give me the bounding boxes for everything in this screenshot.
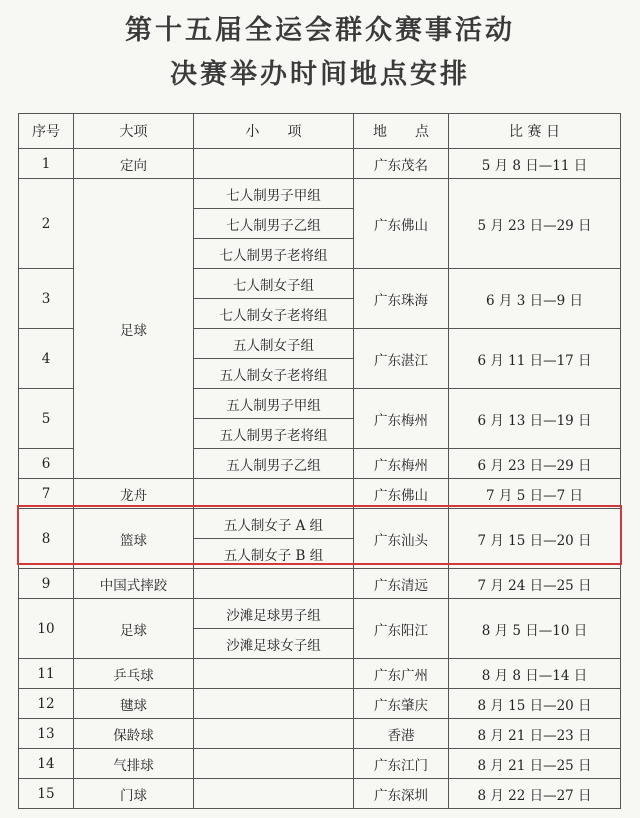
cell-minor: 五人制男子甲组 — [194, 389, 354, 419]
cell-place: 广东茂名 — [354, 149, 449, 179]
cell-place: 广东肇庆 — [354, 689, 449, 719]
cell-minor: 七人制男子乙组 — [194, 209, 354, 239]
cell-date: 7 月 24 日—25 日 — [449, 569, 621, 599]
cell-place: 广东阳江 — [354, 599, 449, 659]
table-row — [19, 659, 621, 689]
cell-minor — [194, 149, 354, 179]
cell-minor — [194, 719, 354, 749]
cell-minor: 五人制男子乙组 — [194, 449, 354, 479]
cell-no: 2 — [19, 179, 74, 269]
cell-minor: 沙滩足球男子组 — [194, 599, 354, 629]
cell-minor — [194, 689, 354, 719]
cell-no: 11 — [19, 659, 74, 689]
cell-major: 保龄球 — [74, 719, 194, 749]
cell-place: 广东深圳 — [354, 779, 449, 809]
cell-place: 广东珠海 — [354, 269, 449, 329]
table-row — [19, 509, 621, 539]
header-minor: 小 项 — [194, 114, 354, 149]
cell-major: 毽球 — [74, 689, 194, 719]
cell-minor: 五人制女子 B 组 — [194, 539, 354, 569]
cell-date: 6 月 11 日—17 日 — [449, 329, 621, 389]
header-place: 地 点 — [354, 114, 449, 149]
cell-major: 龙舟 — [74, 479, 194, 509]
cell-minor: 五人制女子老将组 — [194, 359, 354, 389]
cell-place: 广东广州 — [354, 659, 449, 689]
cell-place: 广东清远 — [354, 569, 449, 599]
cell-no: 13 — [19, 719, 74, 749]
cell-date: 6 月 13 日—19 日 — [449, 389, 621, 449]
cell-place: 广东梅州 — [354, 389, 449, 449]
cell-place: 广东湛江 — [354, 329, 449, 389]
cell-minor — [194, 659, 354, 689]
cell-minor: 七人制男子老将组 — [194, 239, 354, 269]
cell-date: 5 月 8 日—11 日 — [449, 149, 621, 179]
table-row — [19, 689, 621, 719]
cell-date: 8 月 22 日—27 日 — [449, 779, 621, 809]
cell-minor: 五人制女子组 — [194, 329, 354, 359]
cell-minor — [194, 569, 354, 599]
cell-no: 4 — [19, 329, 74, 389]
cell-place: 广东佛山 — [354, 479, 449, 509]
cell-minor: 沙滩足球女子组 — [194, 629, 354, 659]
cell-date: 6 月 23 日—29 日 — [449, 449, 621, 479]
page-title-line1: 第十五届全运会群众赛事活动 — [125, 15, 515, 46]
cell-no: 3 — [19, 269, 74, 329]
cell-major: 中国式摔跤 — [74, 569, 194, 599]
cell-no: 1 — [19, 149, 74, 179]
cell-minor: 七人制男子甲组 — [194, 179, 354, 209]
cell-no: 9 — [19, 569, 74, 599]
cell-minor: 七人制女子组 — [194, 269, 354, 299]
cell-no: 6 — [19, 449, 74, 479]
cell-place: 广东梅州 — [354, 449, 449, 479]
header-major: 大项 — [74, 114, 194, 149]
cell-date: 8 月 15 日—20 日 — [449, 689, 621, 719]
cell-major: 定向 — [74, 149, 194, 179]
cell-minor — [194, 749, 354, 779]
cell-major: 门球 — [74, 779, 194, 809]
cell-no: 8 — [19, 509, 74, 569]
cell-major: 足球 — [74, 599, 194, 659]
cell-major: 足球 — [74, 179, 194, 479]
schedule-table — [18, 113, 621, 809]
cell-minor — [194, 479, 354, 509]
cell-major: 乒乓球 — [74, 659, 194, 689]
cell-major: 篮球 — [74, 509, 194, 569]
header-date: 比 赛 日 — [449, 114, 621, 149]
cell-no: 10 — [19, 599, 74, 659]
cell-date: 8 月 21 日—23 日 — [449, 719, 621, 749]
cell-date: 8 月 8 日—14 日 — [449, 659, 621, 689]
table-row — [19, 479, 621, 509]
cell-minor: 五人制男子老将组 — [194, 419, 354, 449]
table-row — [19, 719, 621, 749]
cell-minor: 五人制女子 A 组 — [194, 509, 354, 539]
table-row — [19, 779, 621, 809]
cell-minor: 七人制女子老将组 — [194, 299, 354, 329]
cell-date: 7 月 15 日—20 日 — [449, 509, 621, 569]
cell-place: 广东汕头 — [354, 509, 449, 569]
cell-no: 15 — [19, 779, 74, 809]
cell-no: 7 — [19, 479, 74, 509]
cell-date: 7 月 5 日—7 日 — [449, 479, 621, 509]
table-row — [19, 149, 621, 179]
cell-date: 5 月 23 日—29 日 — [449, 179, 621, 269]
cell-major: 气排球 — [74, 749, 194, 779]
cell-minor — [194, 779, 354, 809]
table-row — [19, 749, 621, 779]
cell-no: 5 — [19, 389, 74, 449]
table-row — [19, 179, 621, 209]
cell-place: 香港 — [354, 719, 449, 749]
table-header-row — [19, 114, 621, 149]
cell-date: 8 月 5 日—10 日 — [449, 599, 621, 659]
cell-place: 广东佛山 — [354, 179, 449, 269]
cell-date: 8 月 21 日—25 日 — [449, 749, 621, 779]
cell-date: 6 月 3 日—9 日 — [449, 269, 621, 329]
table-row — [19, 599, 621, 629]
cell-place: 广东江门 — [354, 749, 449, 779]
cell-no: 14 — [19, 749, 74, 779]
header-no: 序号 — [19, 114, 74, 149]
cell-no: 12 — [19, 689, 74, 719]
table-row — [19, 569, 621, 599]
page-title-line2: 决赛举办时间地点安排 — [170, 59, 470, 90]
